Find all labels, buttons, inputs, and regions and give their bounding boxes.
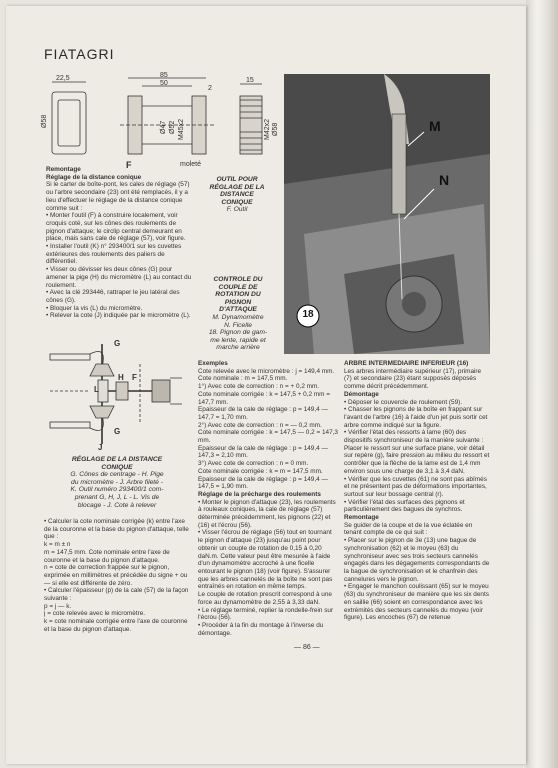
label-G-top: G: [114, 339, 121, 348]
dynamometer-photo: [284, 74, 490, 354]
dim-d52: Ø52: [169, 120, 176, 134]
label-N: N: [439, 172, 450, 188]
col1-bottom-text: • Calculer la cote nominale corrigée (k) entre l'axe de la couronne et la base du pignon d'attaque, telle que : k = m ± n m = 147,5 mm. Cote nominale entre l'axe de couronne et la base du pignon d'attaque. n = cote de correction frappée sur le pignon, exprimée en millimètres et précédée du signe + ou — si elle est différente de zéro. • Calculer l'épaisseur (p) de la cale (57) de la façon suivante : p = j — k. j = cote relevée avec le micromètre. k = cote nominale corrigée entre l'axe de couronne et la base du pignon d'attaque.: [44, 518, 189, 633]
label-18: 18: [302, 309, 314, 320]
dim-50: 50: [160, 80, 168, 87]
caption-photo: CONTROLE DU COUPLE DE ROTATION DU PIGNON D'ATTAQUE M. Dynamomètre N. Ficelle 18. Pignon de gam- me lente, rapide et marche arrière: [208, 276, 268, 352]
label-G-bottom: G: [114, 427, 121, 436]
dim-d58-left: Ø58: [41, 114, 48, 128]
caption-distance: RÉGLAGE DE LA DISTANCE CONIQUE G. Cônes de centrage - H. Pige du micromètre - J. Arbre fileté - K. Outil numéro 293400/1 com- prenant G, H, J, L - L. Vis de blocage - J. Cote à relever: [70, 456, 164, 509]
dim-22-5: 22,5: [56, 75, 70, 82]
manual-page: [6, 6, 526, 764]
dim-85: 85: [160, 72, 168, 79]
dim-m42: M42x2: [264, 118, 271, 140]
col1-top-text: Remontage Réglage de la distance conique Si le carter de boîte-pont, les cales de réglage (57) ou l'arbre secondaire (23) ont été remplacés, il y a lieu d'effectuer le réglage de la distance conique comme suit : • Monter l'outil (F) à construire localement, voir croquis coté, sur les cônes des roulements de pignon d'attaque; le circlip central demeurant en place, mais sans cale de réglage (57), voir figure. • Installer l'outil (K) n° 293400/1 sur les cuvettes extérieures des roulements des paliers de différentiel. • Visser ou dévisser les deux cônes (G) pour amener la pige (H) du micromètre (L) au contact du roulement. • Avec la clé 293446, rattraper le jeu latéral des cônes (G). • Bloquer la vis (L) du micromètre. • Relever la cote (J) indiquée par le micromètre (L).: [46, 166, 192, 320]
col2-text: Exemples Cote relevée avec le micromètre : j = 149,4 mm. Cote nominale : m = 147,5 mm. 1°) Avec cote de correction : n = + 0,2 mm. Cote nominale corrigée : k = 147,5 + 0,2 mm = 147,7 mm. Epaisseur de la cale de réglage : p = 149,4 — 147,7 = 1,70 mm. 2°) Avec cote de correction : n = — 0,2 mm. Cote nominale corrigée : k = 147,5 — 0,2 = 147,3 mm. Epaisseur de la cale de réglage : p = 149,4 — 147,3 = 2,10 mm. 3°) Avec cote de correction : n = 0 mm. Cote nominale corrigée : k = m = 147,5 mm. Epaisseur de la cale de réglage : p = 149,4 — 147,5 = 1,90 mm. Réglage de la précharge des roulements • Monter le pignon d'attaque (23), les roulements à rouleaux coniques, la cale de réglage (57) déterminée précédemment, les pignons (22) et (16) et l'écrou (56). • Visser l'écrou de réglage (56) tout en tournant le pignon d'attaque (23) jusqu'au point pour obtenir un couple de rotation de 0,15 à 0,20 daN.m. Cette valeur peut être mesurée à l'aide d'un dynamomètre accroché à une ficelle entourant le pignon (18) (voir figure). S'assurer que les arbres cannelés de la boîte ne sont pas entraînés en rotation en même temps. Le couple de rotation prescrit correspond à une force au dynamomètre de 2,55 à 3,33 daN. • Le réglage terminé, replier la rondelle-frein sur l'écrou (56). • Procéder à la fin du montage à l'inverse du démontage.: [198, 360, 338, 637]
tool-drawing: [40, 70, 280, 180]
differential-drawing: [40, 334, 190, 454]
label-H: H: [118, 373, 124, 382]
label-knurled: moleté: [180, 161, 202, 168]
dim-d58-right: Ø58: [272, 122, 279, 136]
label-F-tool: F: [126, 160, 132, 170]
label-J: J: [98, 443, 103, 452]
label-L: L: [94, 385, 99, 394]
label-M: M: [429, 118, 441, 134]
dim-d47: Ø47: [160, 120, 167, 134]
book-spine: [526, 0, 558, 768]
label-F-dist: F: [132, 373, 137, 382]
col3-text: ARBRE INTERMEDIAIRE INFERIEUR (16) Les arbres intermédiaire supérieur (17), primaire (7) et secondaire (23) étant supposés déposés comme décrit précédemment. Démontage • Déposer le couvercle de roulement (59). • Chasser les pignons de la boîte en frappant sur l'avant de l'arbre (16) à l'aide d'un jet puis sortir cet arbre comme indiqué sur la figure. • Vérifier l'état des ressorts à lame (60) des dispositifs synchroniseur de la manière suivante : Placer le ressort sur une surface plane, voir détail sur repère (g), faire pression au milieu du ressort et contrôler que la flèche de la lame est de 1,4 mm environ sous une charge de 3,1 à 3,4 daN. • Vérifier que les cuvettes (61) ne sont pas abîmés et ne présentent pas de déformations importantes, surtout sur leur bossage central (r). • Vérifier l'état des surfaces des pignons et particulièrement des bagues de synchros. Remontage Se guider de la coupe et de la vue éclatée en tenant compte de ce qui suit : • Placer sur le pignon de 3e (13) une bague de synchronisation (62) et le moyeu (63) du synchroniseur avec ses trois secteurs cannelés engagés dans les dégagements correspondants de la bague de synchronisation et le chanfrein des cannelures vers le pignon. • Engager le manchon coulissant (65) sur le moyeu (63) du synchroniseur de manière que les six dents en saillie (66) soient en correspondance avec les extrémités des secteurs cannelés du moyeu (voir figure). Les encoches (67) de retenue: [344, 360, 490, 622]
caption-tool: OUTIL POUR RÉGLAGE DE LA DISTANCE CONIQUE F. Outil: [209, 176, 265, 214]
page-number: — 86 —: [294, 644, 320, 651]
dim-2: 2: [208, 85, 212, 92]
brand-header: FIATAGRI: [44, 46, 115, 62]
dim-15: 15: [246, 77, 254, 84]
dim-m45: M45x2: [178, 118, 185, 140]
